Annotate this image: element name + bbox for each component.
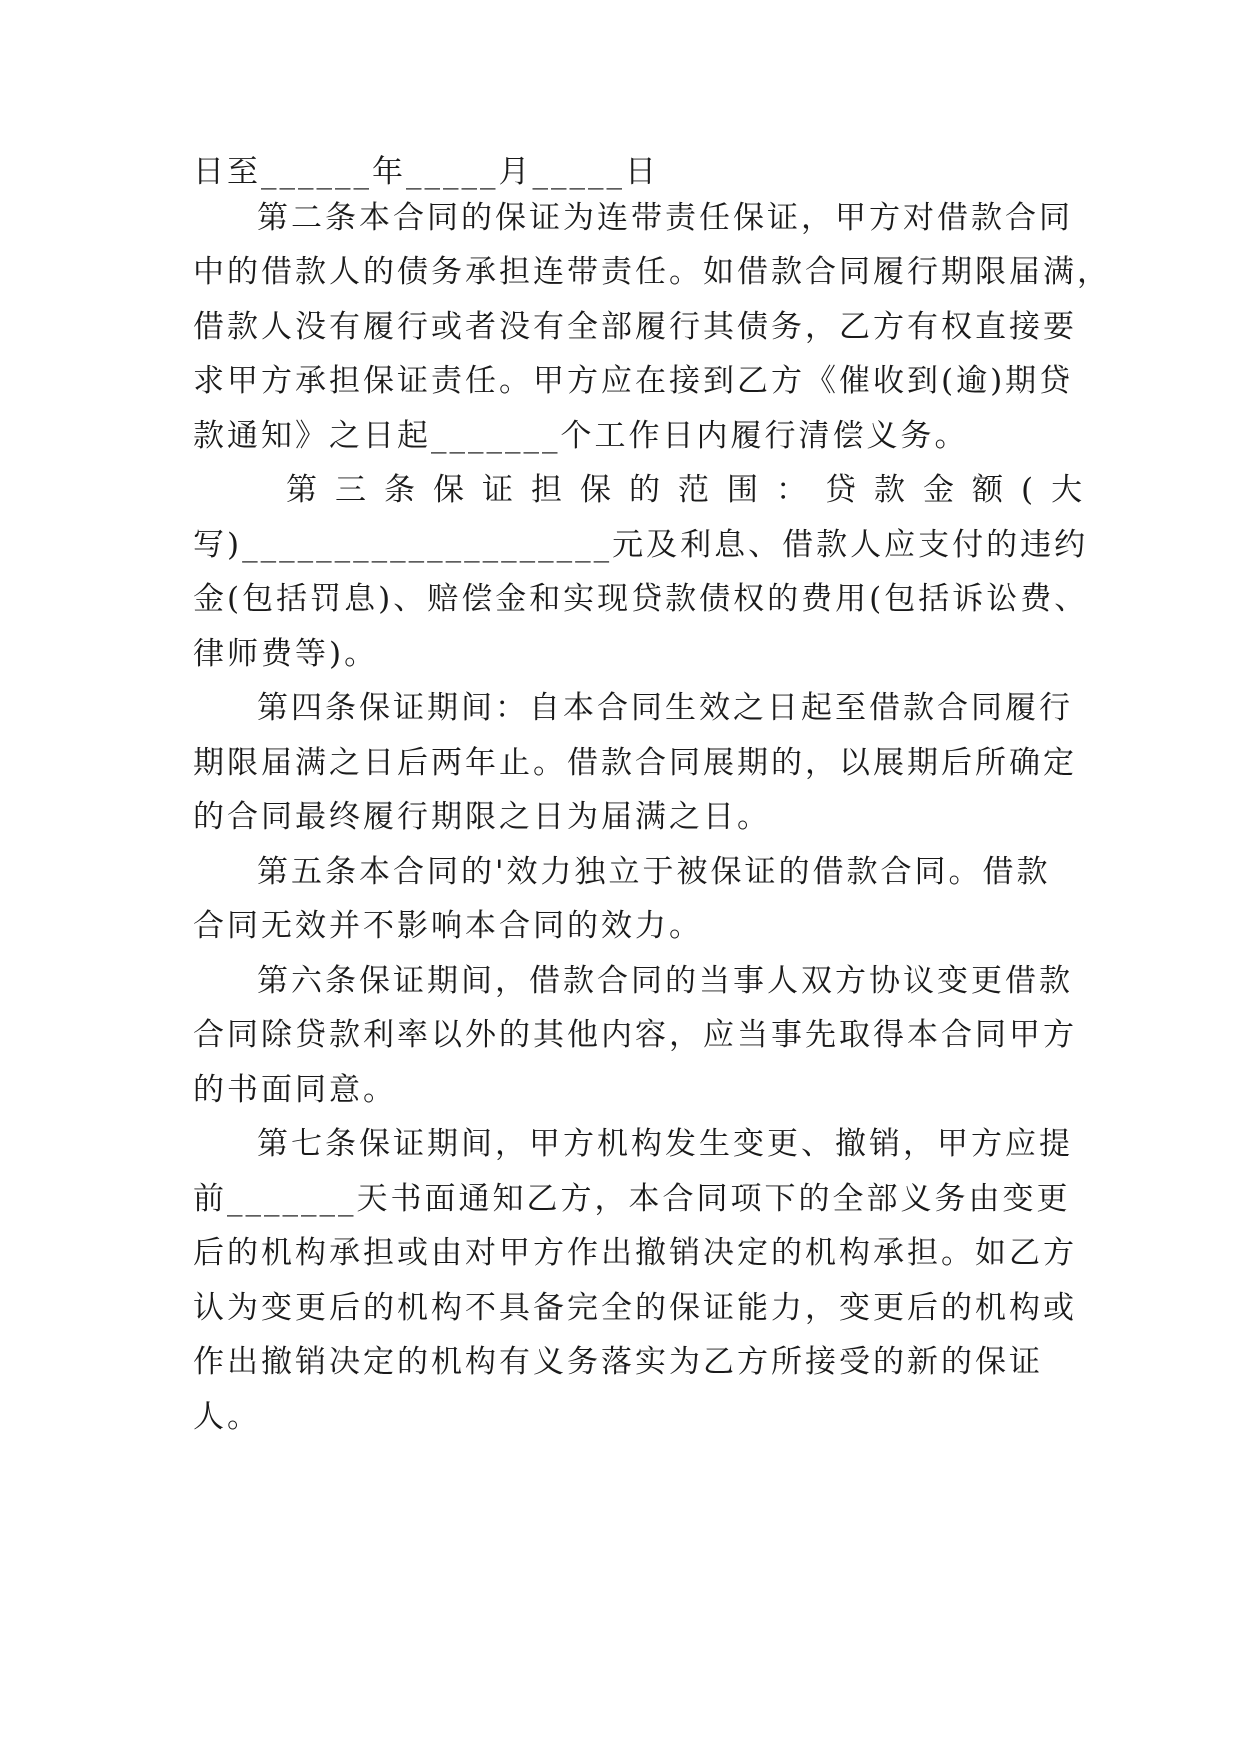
text-line: 认为变更后的机构不具备完全的保证能力，变更后的机构或 <box>193 1290 1077 1326</box>
text-line: 前_______天书面通知乙方，本合同项下的全部义务由变更 <box>193 1181 1071 1217</box>
text-line: 人。 <box>193 1399 261 1435</box>
text-line: 日至______年_____月_____日 <box>193 154 659 190</box>
clause-6-line: 第六条保证期间，借款合同的当事人双方协议变更借款 <box>257 963 1073 999</box>
clause-7-line: 第七条保证期间，甲方机构发生变更、撤销，甲方应提 <box>257 1126 1073 1162</box>
text-line: 写)____________________元及利息、借款人应支付的违约 <box>193 527 1089 563</box>
clause-5-line: 第五条本合同的'效力独立于被保证的借款合同。借款 <box>257 854 1051 890</box>
text-line: 的合同最终履行期限之日为届满之日。 <box>193 799 771 835</box>
text-line: 合同无效并不影响本合同的效力。 <box>193 908 703 944</box>
text-line: 款通知》之日起_______个工作日内履行清偿义务。 <box>193 418 969 454</box>
clause-4-line: 第四条保证期间：自本合同生效之日起至借款合同履行 <box>257 690 1073 726</box>
text-line: 后的机构承担或由对甲方作出撤销决定的机构承担。如乙方 <box>193 1235 1077 1271</box>
text-line: 期限届满之日后两年止。借款合同展期的，以展期后所确定 <box>193 745 1077 781</box>
text-line: 作出撤销决定的机构有义务落实为乙方所接受的新的保证 <box>193 1344 1043 1380</box>
text-line: 求甲方承担保证责任。甲方应在接到乙方《催收到(逾)期贷 <box>193 363 1074 399</box>
text-line: 金(包括罚息)、赔偿金和实现贷款债权的费用(包括诉讼费、 <box>193 581 1089 617</box>
text-line: 律师费等)。 <box>193 636 379 672</box>
clause-3-line: 第三条保证担保的范围：贷款金额(大 <box>286 472 1101 508</box>
text-line: 的书面同意。 <box>193 1072 397 1108</box>
text-line: 借款人没有履行或者没有全部履行其债务，乙方有权直接要 <box>193 309 1077 345</box>
clause-2-line: 第二条本合同的保证为连带责任保证，甲方对借款合同 <box>257 200 1073 236</box>
text-line: 中的借款人的债务承担连带责任。如借款合同履行期限届满， <box>193 254 1111 290</box>
text-line: 合同除贷款利率以外的其他内容，应当事先取得本合同甲方 <box>193 1017 1077 1053</box>
